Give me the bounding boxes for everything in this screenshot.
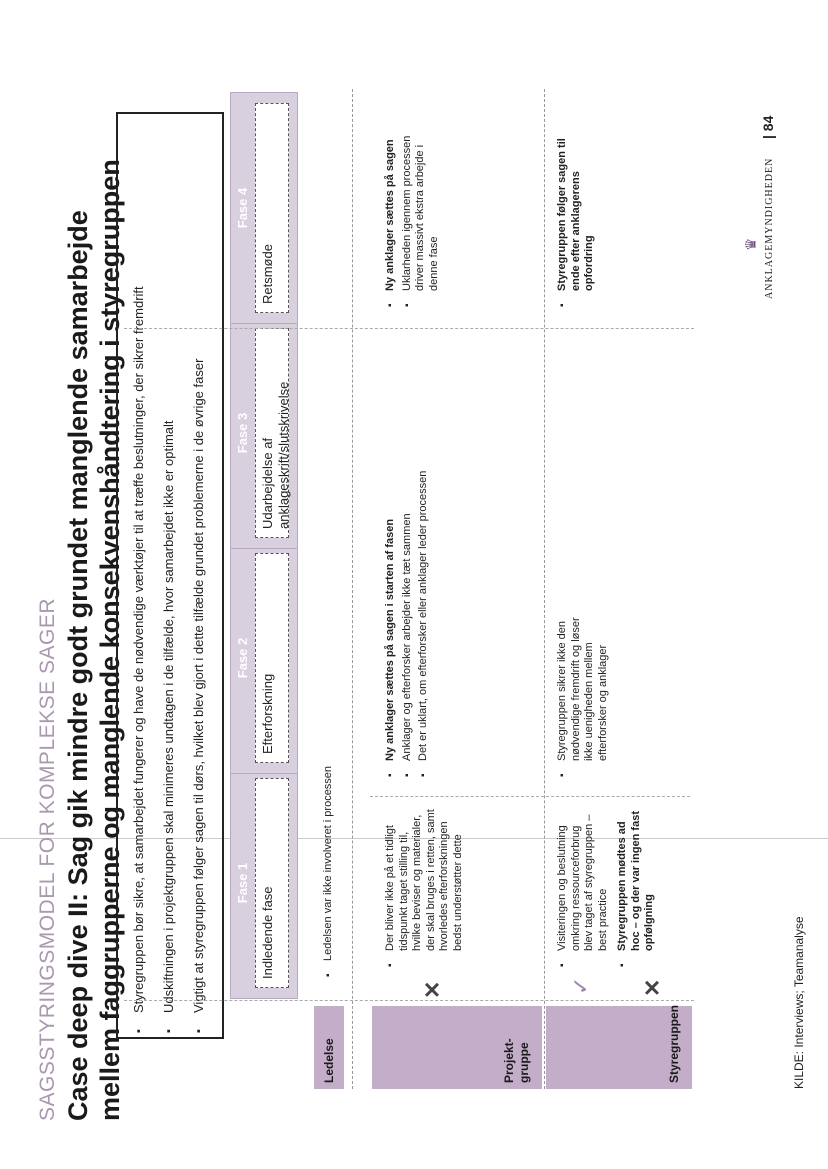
x-icon: ✕ [420,980,445,999]
row-label-text: Ledelse [322,1038,336,1083]
row-label-ledelse [314,1006,344,1089]
phase-value: Udarbejdelse af anklageskrift/slutskrivelse [255,328,289,538]
phase-label: Fase 2 [235,637,250,679]
projektgruppe-fase4-point: ▪ Uklarheden igennem processen driver massivt ekstra arbejde i denne fase [401,119,442,291]
projektgruppe-fase1 [384,804,468,969]
projektgruppe-point: ▪ Det er uklart, om efterforsker eller anklager leder processen [417,339,431,761]
ledelse-cell [322,379,339,979]
row-label-styregruppen [546,1006,692,1089]
row-divider [544,89,545,1089]
styregruppen-bad-text: Styregruppen mødtes ad hoc – og der var ingen fast opfølgning [616,811,655,951]
styregruppen-fase2-text: ▪ Styregruppen sikrer ikke den nødvendige fremdrift og løser ikke uenigheden mellem efterforsker og anklager [556,599,610,761]
row-label-text: Projekt-gruppe [502,1038,531,1083]
phase-value: Efterforskning [255,553,289,763]
styregruppen-fase2 [556,599,613,779]
source-note: KILDE: Interviews; Teamanalyse [792,916,806,1089]
section-label: SAGSSTYRINGSMODEL FOR KOMPLEKSE SAGER [36,597,59,1121]
page-number: | 84 [760,115,776,139]
phase-value: Indledende fase [255,778,289,988]
phase-1 [230,767,298,999]
phase-value: Retsmøde [255,103,289,313]
phase-4 [230,92,298,324]
title-line-2: mellem faggrupperne og manglende konsekvenshåndtering i styregruppen [95,159,125,1121]
column-divider [124,328,694,329]
ledelse-text: ▪ Ledelsen var ikke involveret i processen [322,379,336,961]
projektgruppe-fase23 [384,339,434,779]
title-line-1: Case deep dive II: Sag gik mindre godt grundet manglende samarbejde [63,210,93,1121]
styregruppen-fase1 [556,804,660,969]
styregruppen-good-text: Visiteringen og beslutning omkring ressourceforbrug blev taget af styregruppen – best practice [556,814,609,951]
projektgruppe-fase4 [384,119,444,309]
phase-3 [230,317,298,549]
projektgruppe-point: ▪ Anklager og efterforsker arbejder ikke tæt sammen [401,339,415,761]
summary-point: ▪ Udskiftningen i projektgruppen skal minimeres undtagen i de tilfælde, hvor samarbejdet ikke er optimalt [154,114,184,1013]
projektgruppe-fase1-text: ▪ Der bliver ikke på et tidligt tidspunkt taget stilling til, hvilke beviser og materialer, der skal bruges i retten, samt hvorledes efterforskningen bedst understøtter dette [384,804,465,951]
summary-point: ▪ Styregruppen bør sikre, at samarbejdet fungerer og have de nødvendige værktøjer til at træffe beslutninger, der sikrer fremdrift [124,114,154,1013]
row-divider [352,89,353,1089]
logo-text: ANKLAGEMYNDIGHEDEN [764,157,775,299]
summary-point: ▪ Vigtigt at styregruppen følger sagen til dørs, hvilket blev gjort i dette tilfælde grundet problemerne i de øvrige faser [184,114,214,1013]
styregruppen-fase4 [556,129,600,309]
projektgruppe-fase4-point: ▪ Ny anklager sættes på sagen [384,119,398,291]
check-icon: ✓ [568,976,593,995]
crown-icon: ♛ [743,237,760,251]
x-icon: ✕ [640,978,665,997]
phase-label: Fase 3 [235,412,250,454]
row-label-text: Styregruppen [667,1004,681,1083]
styregruppen-bad [616,804,657,951]
phase-2 [230,542,298,774]
phase-label: Fase 4 [235,187,250,229]
phase-label: Fase 1 [235,862,250,904]
styregruppen-fase4-text: ▪ Styregruppen følger sagen til ende efter anklagerens opfordring [556,129,597,291]
column-divider [124,1000,694,1001]
summary-box [116,112,224,1039]
column-divider [370,796,690,797]
styregruppen-good [556,804,610,951]
projektgruppe-point: ▪ Ny anklager sættes på sagen i starten af fasen [384,339,398,761]
row-label-projektgruppe [372,1006,542,1089]
